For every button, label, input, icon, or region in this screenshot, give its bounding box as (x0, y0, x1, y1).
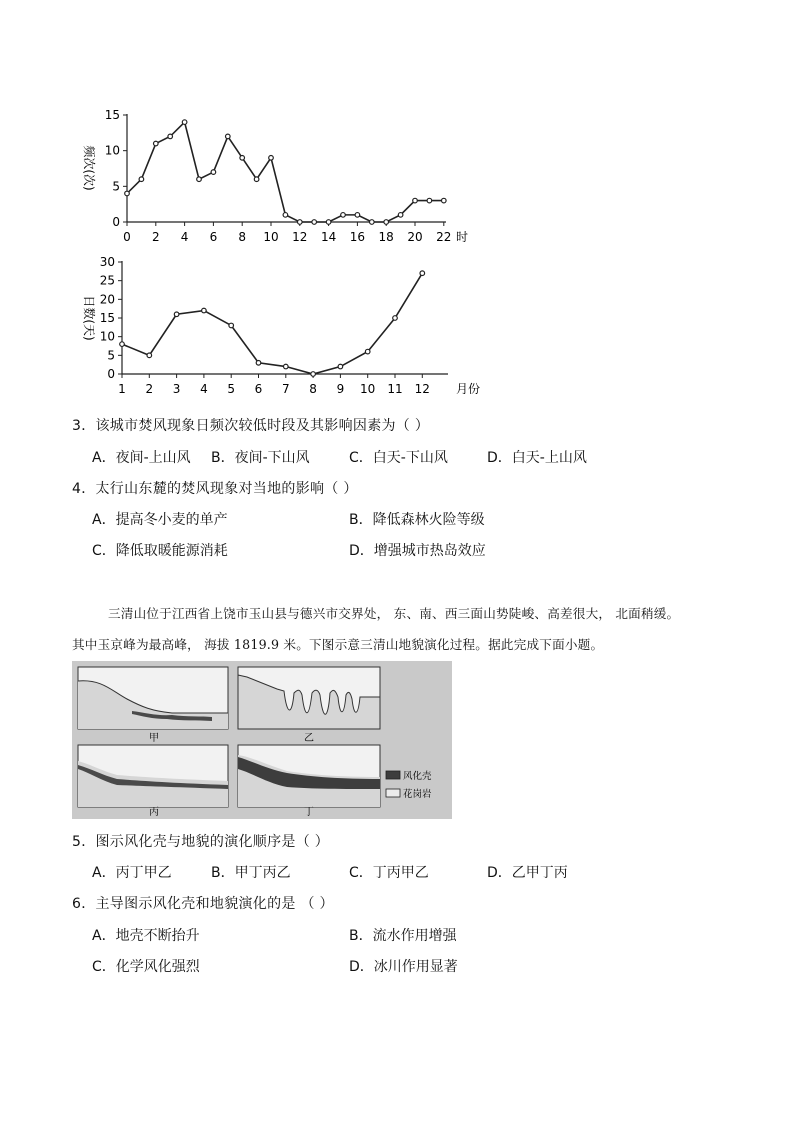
chart2-x-label: 月份 (456, 382, 481, 396)
c1-data-point (197, 177, 202, 182)
c2-data-point (120, 342, 125, 347)
c2-y-tick-label: 20 (99, 292, 115, 307)
panel-label-bing: 丙 (149, 807, 159, 818)
chart2-y-label: 日数(天) (82, 295, 96, 341)
c1-data-point (312, 220, 317, 225)
c1-x-tick-label: 12 (292, 230, 308, 244)
c2-y-tick-label: 5 (107, 348, 115, 363)
landform-evolution-figure (72, 661, 452, 819)
c1-data-point (168, 134, 173, 139)
q5-option-c[interactable]: C．丁丙甲乙 (349, 865, 429, 881)
c1-x-tick-label: 14 (320, 230, 337, 244)
c1-x-tick-label: 6 (209, 230, 218, 244)
c2-data-point (420, 271, 425, 276)
c2-x-tick-label: 3 (172, 382, 181, 396)
c1-data-point (370, 220, 375, 225)
hourly-frequency-chart (70, 100, 490, 250)
c1-data-point (240, 156, 245, 161)
panel-bing (78, 745, 228, 818)
c2-y-tick-label: 30 (99, 255, 115, 269)
c1-x-tick-label: 10 (263, 230, 279, 244)
c1-data-point (341, 213, 346, 218)
c2-x-tick-label: 8 (309, 382, 317, 396)
c1-x-tick-label: 4 (180, 230, 189, 244)
question-4-stem: 4．太行山东麓的焚风现象对当地的影响（ ） (72, 481, 358, 497)
q4-option-a[interactable]: A．提高冬小麦的单产 (92, 512, 228, 528)
c1-data-point (211, 170, 216, 175)
q6-option-a[interactable]: A．地壳不断抬升 (92, 928, 200, 944)
c1-data-point (154, 141, 159, 146)
q5-option-d[interactable]: D．乙甲丁丙 (487, 865, 568, 881)
q4-option-d[interactable]: D．增强城市热岛效应 (349, 543, 486, 559)
c2-x-tick-label: 11 (387, 382, 403, 396)
q6-option-d[interactable]: D．冰川作用显著 (349, 959, 458, 975)
question-5-stem: 5．图示风化壳与地貌的演化顺序是（ ） (72, 834, 330, 850)
c2-data-point (147, 353, 152, 358)
passage-line-1: 三清山位于江西省上饶市玉山县与德兴市交界处， 东、南、西三面山势陡峻、高差很大， 北面稍缓。 (108, 606, 680, 621)
passage-line-2: 其中玉京峰为最高峰， 海拔 1819.9 米。下图示意三清山地貌演化过程。据此完成下面小题。 (72, 637, 604, 652)
c1-x-tick-label: 8 (238, 230, 247, 244)
c1-y-tick-label: 5 (112, 179, 120, 194)
c2-x-tick-label: 6 (254, 382, 263, 396)
c1-y-tick-label: 0 (112, 215, 120, 229)
c1-data-point (125, 191, 130, 196)
c2-data-point (393, 316, 398, 321)
q3-option-d[interactable]: D．白天-上山风 (487, 450, 587, 466)
c2-x-tick-label: 2 (145, 382, 154, 396)
q4-option-b[interactable]: B．降低森林火险等级 (349, 512, 485, 528)
c2-y-tick-label: 25 (99, 273, 115, 288)
q3-option-b[interactable]: B．夜间-下山风 (211, 450, 310, 466)
c2-data-point (311, 372, 316, 377)
chart1-axes (127, 114, 446, 222)
q5-option-a[interactable]: A．丙丁甲乙 (92, 865, 172, 881)
c1-data-point (355, 213, 360, 218)
c1-data-point (413, 198, 418, 203)
c2-y-tick-label: 15 (99, 311, 115, 325)
c2-data-point (174, 312, 179, 317)
c1-data-point (427, 198, 432, 203)
c1-x-tick-label: 22 (436, 230, 452, 244)
legend-swatch-crust (386, 771, 400, 779)
c2-data-point (229, 323, 234, 328)
c2-data-point (202, 308, 207, 313)
c1-x-tick-label: 20 (407, 230, 423, 244)
c2-y-tick-label: 10 (99, 329, 115, 344)
c2-data-point (365, 349, 370, 354)
c1-data-point (398, 213, 403, 218)
q6-option-b[interactable]: B．流水作用增强 (349, 928, 457, 944)
c2-x-tick-label: 7 (281, 382, 290, 396)
c1-y-tick-label: 10 (104, 143, 120, 158)
c1-data-point (326, 220, 331, 225)
c1-data-point (269, 156, 274, 161)
c2-data-point (284, 364, 289, 369)
panel-ding (238, 745, 380, 818)
chart1-y-label: 频次(次) (82, 145, 96, 191)
c1-data-point (182, 120, 187, 125)
chart1-x-label: 时 (456, 230, 469, 244)
legend-granite-label: 花岗岩 (403, 789, 432, 800)
question-6-stem: 6．主导图示风化壳和地貌演化的是 （ ） (72, 896, 334, 912)
monthly-days-chart (70, 252, 500, 402)
c2-data-point (338, 364, 343, 369)
c1-data-point (384, 220, 389, 225)
c2-x-tick-label: 9 (336, 382, 345, 396)
c1-data-point (226, 134, 231, 139)
c1-x-tick-label: 18 (378, 230, 394, 244)
chart1-series-line (127, 122, 444, 222)
c2-x-tick-label: 10 (360, 382, 376, 396)
legend-swatch-granite (386, 789, 400, 797)
c1-x-tick-label: 2 (151, 230, 160, 244)
c2-y-tick-label: 0 (107, 367, 115, 381)
c2-x-tick-label: 5 (227, 382, 236, 396)
c1-data-point (254, 177, 259, 182)
c1-x-tick-label: 0 (123, 230, 131, 244)
legend-crust-label: 风化壳 (403, 771, 432, 782)
c1-data-point (298, 220, 303, 225)
c2-x-tick-label: 1 (118, 382, 126, 396)
c2-data-point (256, 361, 261, 366)
chart2-axes (122, 261, 448, 374)
q3-option-a[interactable]: A．夜间-上山风 (92, 450, 191, 466)
c1-data-point (442, 198, 447, 203)
chart2-series-line (122, 273, 422, 374)
c1-y-tick-label: 15 (104, 108, 120, 122)
question-3-stem: 3．该城市焚风现象日频次较低时段及其影响因素为（ ） (72, 418, 430, 434)
q4-option-c[interactable]: C．降低取暖能源消耗 (92, 543, 228, 559)
q5-option-b[interactable]: B．甲丁丙乙 (211, 865, 291, 881)
c2-x-tick-label: 12 (414, 382, 430, 396)
c1-data-point (139, 177, 144, 182)
c1-data-point (283, 213, 288, 218)
panel-label-ding: 丁 (304, 807, 314, 818)
q3-option-c[interactable]: C．白天-下山风 (349, 450, 448, 466)
c1-x-tick-label: 16 (349, 230, 366, 244)
q6-option-c[interactable]: C．化学风化强烈 (92, 959, 200, 975)
panel-label-jia: 甲 (149, 733, 159, 744)
c2-x-tick-label: 4 (200, 382, 208, 396)
panel-label-yi: 乙 (304, 733, 314, 744)
